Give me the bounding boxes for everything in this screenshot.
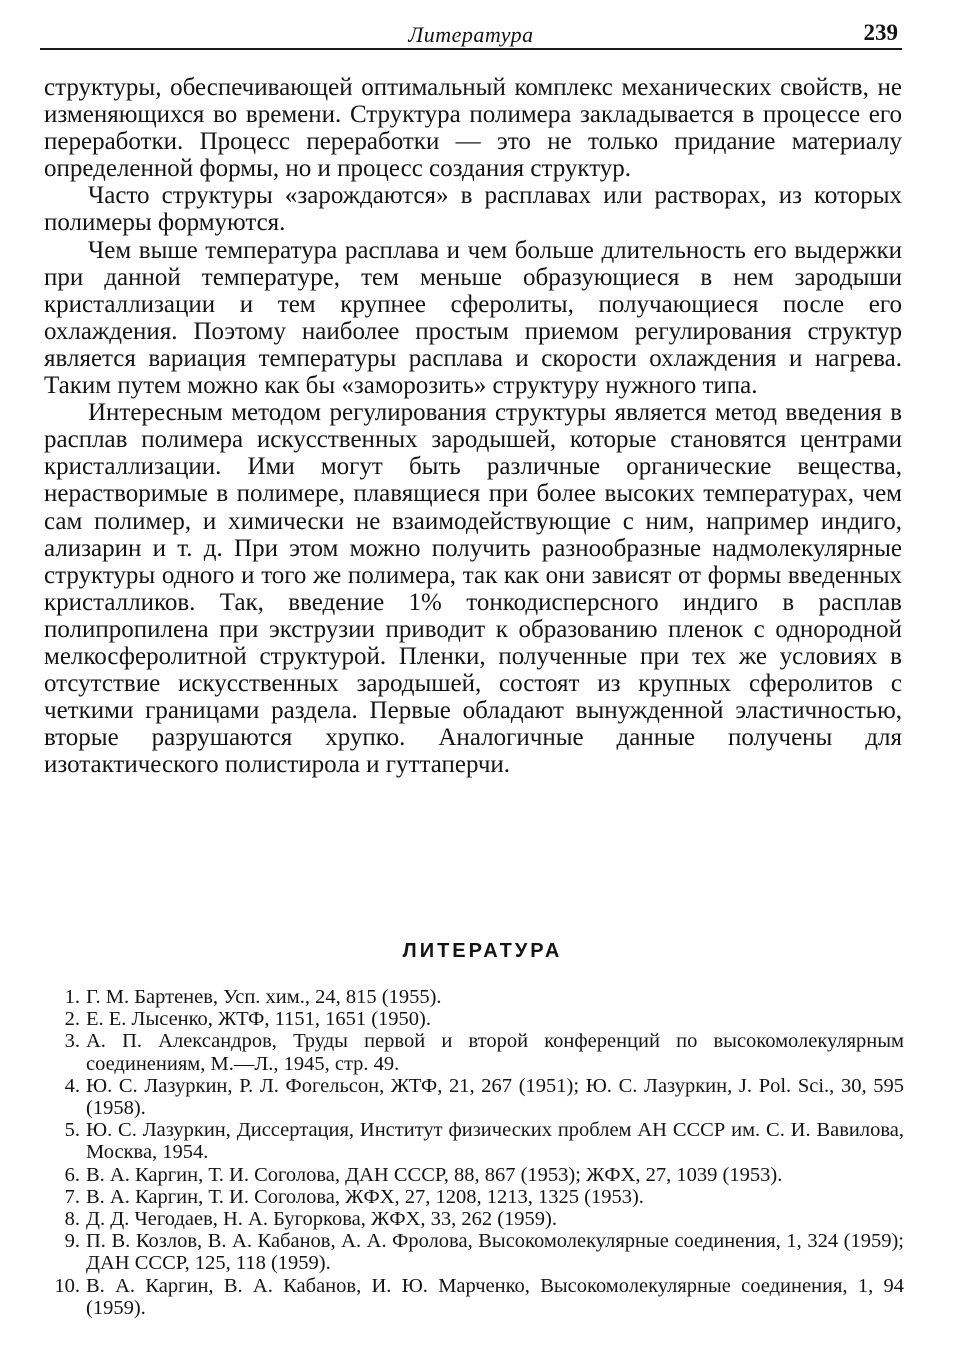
reference-number: 10. — [54, 1274, 80, 1297]
reference-text: Д. Д. Чегодаев, Н. А. Бугоркова, ЖФХ, 33, 262 (1959). — [86, 1208, 557, 1231]
reference-text: П. В. Козлов, В. А. Кабанов, А. А. Фролова, Высокомолекулярные соединения, 1, 324 (1959); ДАН СССР, 125, 118 (1959). — [86, 1230, 904, 1275]
reference-item — [52, 1075, 904, 1119]
reference-item — [52, 1230, 904, 1274]
reference-number: 3. — [64, 1030, 80, 1053]
reference-text: Ю. С. Лазуркин, Р. Л. Фогельсон, ЖТФ, 21, 267 (1951); Ю. С. Лазуркин, J. Pol. Sci., 30, 595 (1958). — [86, 1074, 904, 1120]
paragraph: Интересным методом регулирования структуры является метод введения в расплав полимера искусственных зародышей, которые становятся центрами кристаллизации. Ими могут быть различные органические вещества, нерастворимые в полимере, плавящиеся при более высоких температурах, чем сам полимер, и химически не взаимодействующие с ним, например индиго, ализарин и т. д. При этом можно получить разнообразные надмолекулярные структуры одного и того же полимера, так как они зависят от формы введенных кристалликов. Так, введение 1% тонкодисперсного индиго в расплав полипропилена при экструзии приводит к образованию пленок с однородной мелкосферолитной структурой. Пленки, полученные при тех же условиях в отсутствие искусственных зародышей, состоят из крупных сферолитов с четкими границами раздела. Первые обладают вынужденной эластичностью, вторые разрушаются хрупко. Аналогичные данные получены для изотактического полистирола и гуттаперчи. — [44, 399, 902, 779]
reference-item — [52, 1164, 904, 1186]
reference-number: 4. — [64, 1074, 80, 1097]
reference-text: Е. Е. Лысенко, ЖТФ, 1151, 1651 (1950). — [86, 1008, 431, 1031]
reference-text: В. А. Каргин, В. А. Кабанов, И. Ю. Марченко, Высокомолекулярные соединения, 1, 94 (1959). — [86, 1274, 904, 1319]
references-heading: ЛИТЕРАТУРА — [402, 940, 563, 962]
paragraph: Чем выше температура расплава и чем больше длительность его выдержки при данной температуре, тем меньше образующиеся в нем зародыши кристаллизации и тем крупнее сферолиты, получающиеся после его охлаждения. Поэтому наиболее простым приемом регулирования структур является вариация температуры расплава и скорости охлаждения и нагрева. Таким путем можно как бы «заморозить» структуру нужного типа. — [44, 236, 902, 400]
main-text — [44, 74, 902, 778]
reference-number: 5. — [64, 1119, 80, 1142]
reference-number: 2. — [64, 1008, 80, 1031]
reference-item — [52, 1186, 904, 1208]
reference-number: 8. — [64, 1208, 80, 1231]
reference-item — [52, 986, 904, 1008]
paragraph: Часто структуры «зарождаются» в расплавах или растворах, из которых полимеры формуются. — [44, 182, 902, 237]
running-title: Литература — [408, 22, 534, 47]
reference-item — [52, 1119, 904, 1163]
reference-text: В. А. Каргин, Т. И. Соголова, ЖФХ, 27, 1208, 1213, 1325 (1953). — [86, 1185, 644, 1208]
reference-item — [52, 1275, 904, 1319]
reference-text: Ю. С. Лазуркин, Диссертация, Институт физических проблем АН СССР им. С. И. Вавилова, Москва, 1954. — [86, 1119, 904, 1164]
reference-item — [52, 1008, 904, 1030]
reference-number: 7. — [64, 1185, 80, 1208]
paragraph: структуры, обеспечивающей оптимальный комплекс механических свойств, не изменяющихся во времени. Структура полимера закладывается в процессе его переработки. Процесс переработки — это не только придание материалу определенной формы, но и процесс создания структур. — [44, 74, 902, 183]
reference-item — [52, 1030, 904, 1074]
reference-number: 1. — [64, 986, 80, 1008]
reference-number: 9. — [64, 1230, 80, 1253]
reference-item — [52, 1208, 904, 1230]
reference-text: А. П. Александров, Труды первой и второй конференций по высокомолекулярным соединениям, М.—Л., 1945, стр. 49. — [86, 1030, 904, 1075]
reference-number: 6. — [64, 1163, 80, 1186]
reference-text: В. А. Каргин, Т. И. Соголова, ДАН СССР, 88, 867 (1953); ЖФХ, 27, 1039 (1953). — [86, 1163, 783, 1186]
reference-text: Г. М. Бартенев, Усп. хим., 24, 815 (1955). — [86, 986, 442, 1008]
page-header — [40, 10, 902, 50]
references-list — [52, 986, 904, 1319]
page-number: 239 — [863, 20, 898, 45]
